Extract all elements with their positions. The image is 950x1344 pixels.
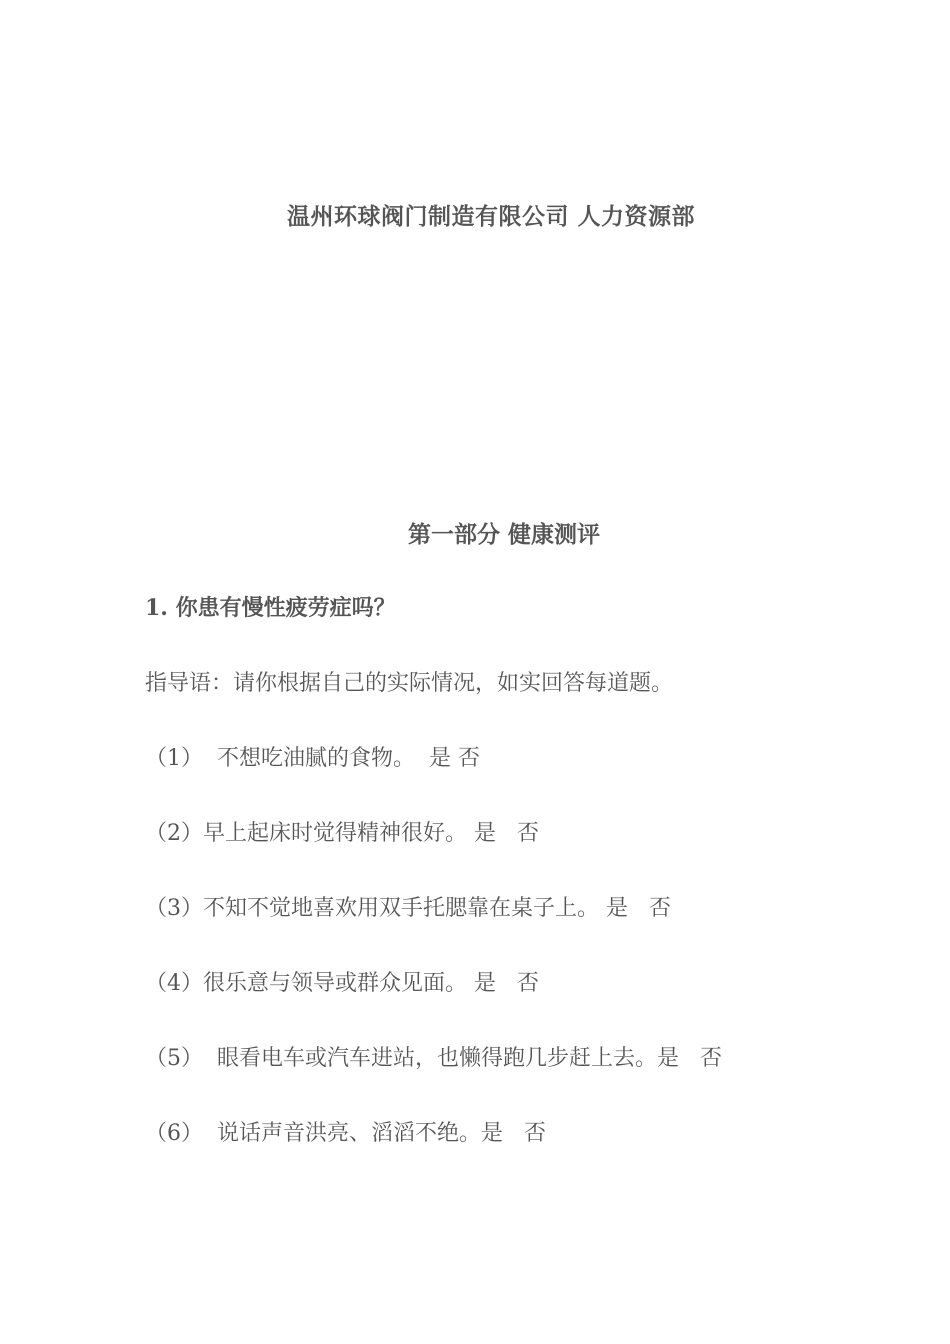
no-option[interactable]: 否 [496, 971, 539, 996]
item-number: （5） [145, 1046, 203, 1071]
item-number: （3） [145, 896, 203, 921]
list-item [145, 1041, 722, 1072]
item-text: 早上起床时觉得精神很好。 [203, 821, 468, 846]
no-option[interactable]: 否 [628, 896, 671, 921]
question-heading: 1. 你患有慢性疲劳症吗？ [145, 595, 396, 621]
item-text: 说话声音洪亮、滔滔不绝。 [203, 1121, 481, 1146]
item-text: 不知不觉地喜欢用双手托腮靠在桌子上。 [203, 896, 600, 921]
item-number: （2） [145, 821, 203, 846]
no-option[interactable]: 否 [503, 1121, 546, 1146]
item-number: （6） [145, 1121, 203, 1146]
item-text: 很乐意与领导或群众见面。 [203, 971, 468, 996]
company-title: 温州环球阀门制造有限公司 人力资源部 [286, 203, 695, 230]
yes-option[interactable]: 是 [467, 821, 497, 846]
yes-option[interactable]: 是 [481, 1121, 504, 1146]
list-item [145, 891, 671, 922]
yes-option[interactable]: 是 [415, 746, 451, 771]
section-title: 第一部分 健康测评 [407, 521, 600, 548]
item-number: （4） [145, 971, 203, 996]
list-item [145, 1116, 546, 1147]
item-text: 眼看电车或汽车进站，也懒得跑几步赶上去。 [203, 1046, 657, 1071]
yes-option[interactable]: 是 [467, 971, 497, 996]
list-item [145, 816, 539, 847]
list-item [145, 966, 539, 997]
no-option[interactable]: 否 [496, 821, 539, 846]
no-option[interactable]: 否 [679, 1046, 722, 1071]
no-option[interactable]: 否 [451, 746, 480, 771]
item-text: 不想吃油腻的食物。 [203, 746, 415, 771]
item-number: （1） [145, 746, 203, 771]
list-item [145, 741, 480, 772]
instruction-text: 指导语：请你根据自己的实际情况，如实回答每道题。 [145, 671, 674, 696]
yes-option[interactable]: 是 [599, 896, 629, 921]
yes-option[interactable]: 是 [657, 1046, 680, 1071]
